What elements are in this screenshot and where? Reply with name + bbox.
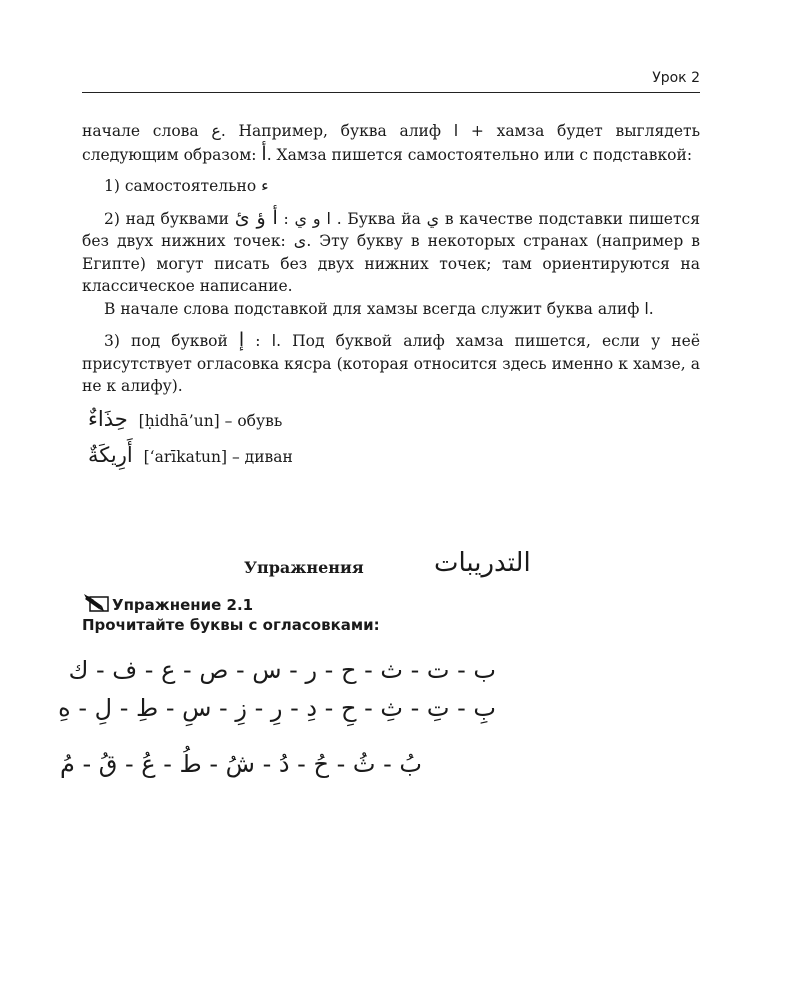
text: в качестве подставки пишется без двух нижних точек: [82,209,701,250]
transliteration: [ḥidhā’un] – обувь [133,411,283,430]
arabic-alif: ا [453,121,459,140]
text: . Буква йа [330,209,427,228]
text: В начале слова подставкой для хамзы всегда служит буква алиф [104,299,645,318]
paragraph-intro [82,120,700,166]
arabic-hamza-carriers: أ ؤ ئ [234,206,278,229]
text: . Например, буква алиф [220,122,454,140]
text: + хамза будет выглядеть следующим образом: [82,122,701,164]
exercise-title: Упражнение 2.1 [112,596,254,614]
example-item [88,402,700,438]
arabic-ya: ي [426,208,440,228]
section-title-ru: Упражнения [244,558,364,577]
example-item [88,438,700,474]
arabic-hamza: ء [261,176,269,195]
text: : [277,209,295,228]
arabic-word: حِذَاءٌ [88,406,128,431]
arabic-alif: ا [644,298,649,318]
letters-row-2: بِ - تِ - ثِ - حِ - دِ - رِ - زِ - سِ - طِ - لِ - هِ [58,694,496,722]
page-header [82,68,700,93]
arabic-alif: ا [271,331,277,350]
text: : [244,332,272,350]
arabic-word: أَرِيكَةٌ [88,442,133,467]
text: . [648,299,654,318]
transliteration: [‘arīkatun] – диван [138,447,293,466]
body-text [82,120,700,474]
exercise-instruction: Прочитайте буквы с огласовками: [82,616,380,634]
paragraph-alif [82,298,700,321]
arabic-alif-hamza-below: إ [238,329,245,351]
list-item-3 [82,329,700,398]
text: . Под буквой алиф хамза пишется, если у неё присутствует огласовка кясра (которая относится здесь именно к хамзе, а не к алифу). [82,332,700,395]
list-item-2 [82,207,700,298]
arabic-ain: ع [211,121,221,140]
arabic-carriers: ا و ي [294,208,331,228]
arabic-alif-maqsura: ى [293,231,307,250]
text: 1) самостоятельно [104,177,262,195]
letters-row-3: بُ - ثُ - حُ - دُ - شُ - طُ - عُ - قُ - مُ [59,750,422,778]
text: . Эту букву в некоторых странах (например в Египте) могут писать без двух нижних точек; там ориентируются на классическое написание. [82,232,700,295]
list-item-1 [82,175,700,198]
text: 3) под буквой [104,332,239,350]
exercise-block [82,592,700,635]
section-heading [82,548,700,584]
exercise-title-row [82,592,700,615]
text: начале слова [82,122,212,140]
text: 2) над буквами [104,209,235,228]
text: . Хамза пишется самостоятельно или с подставкой: [266,145,693,164]
example-list [88,402,700,474]
pencil-icon [82,592,112,614]
arabic-alif-hamza: أ [261,142,267,165]
letters-row-1: ب - ت - ث - ح - ر - س - ص - ع - ف - ك [68,656,496,684]
section-title-ar: التدريبات [434,548,531,578]
lesson-label: Урок 2 [652,70,700,86]
